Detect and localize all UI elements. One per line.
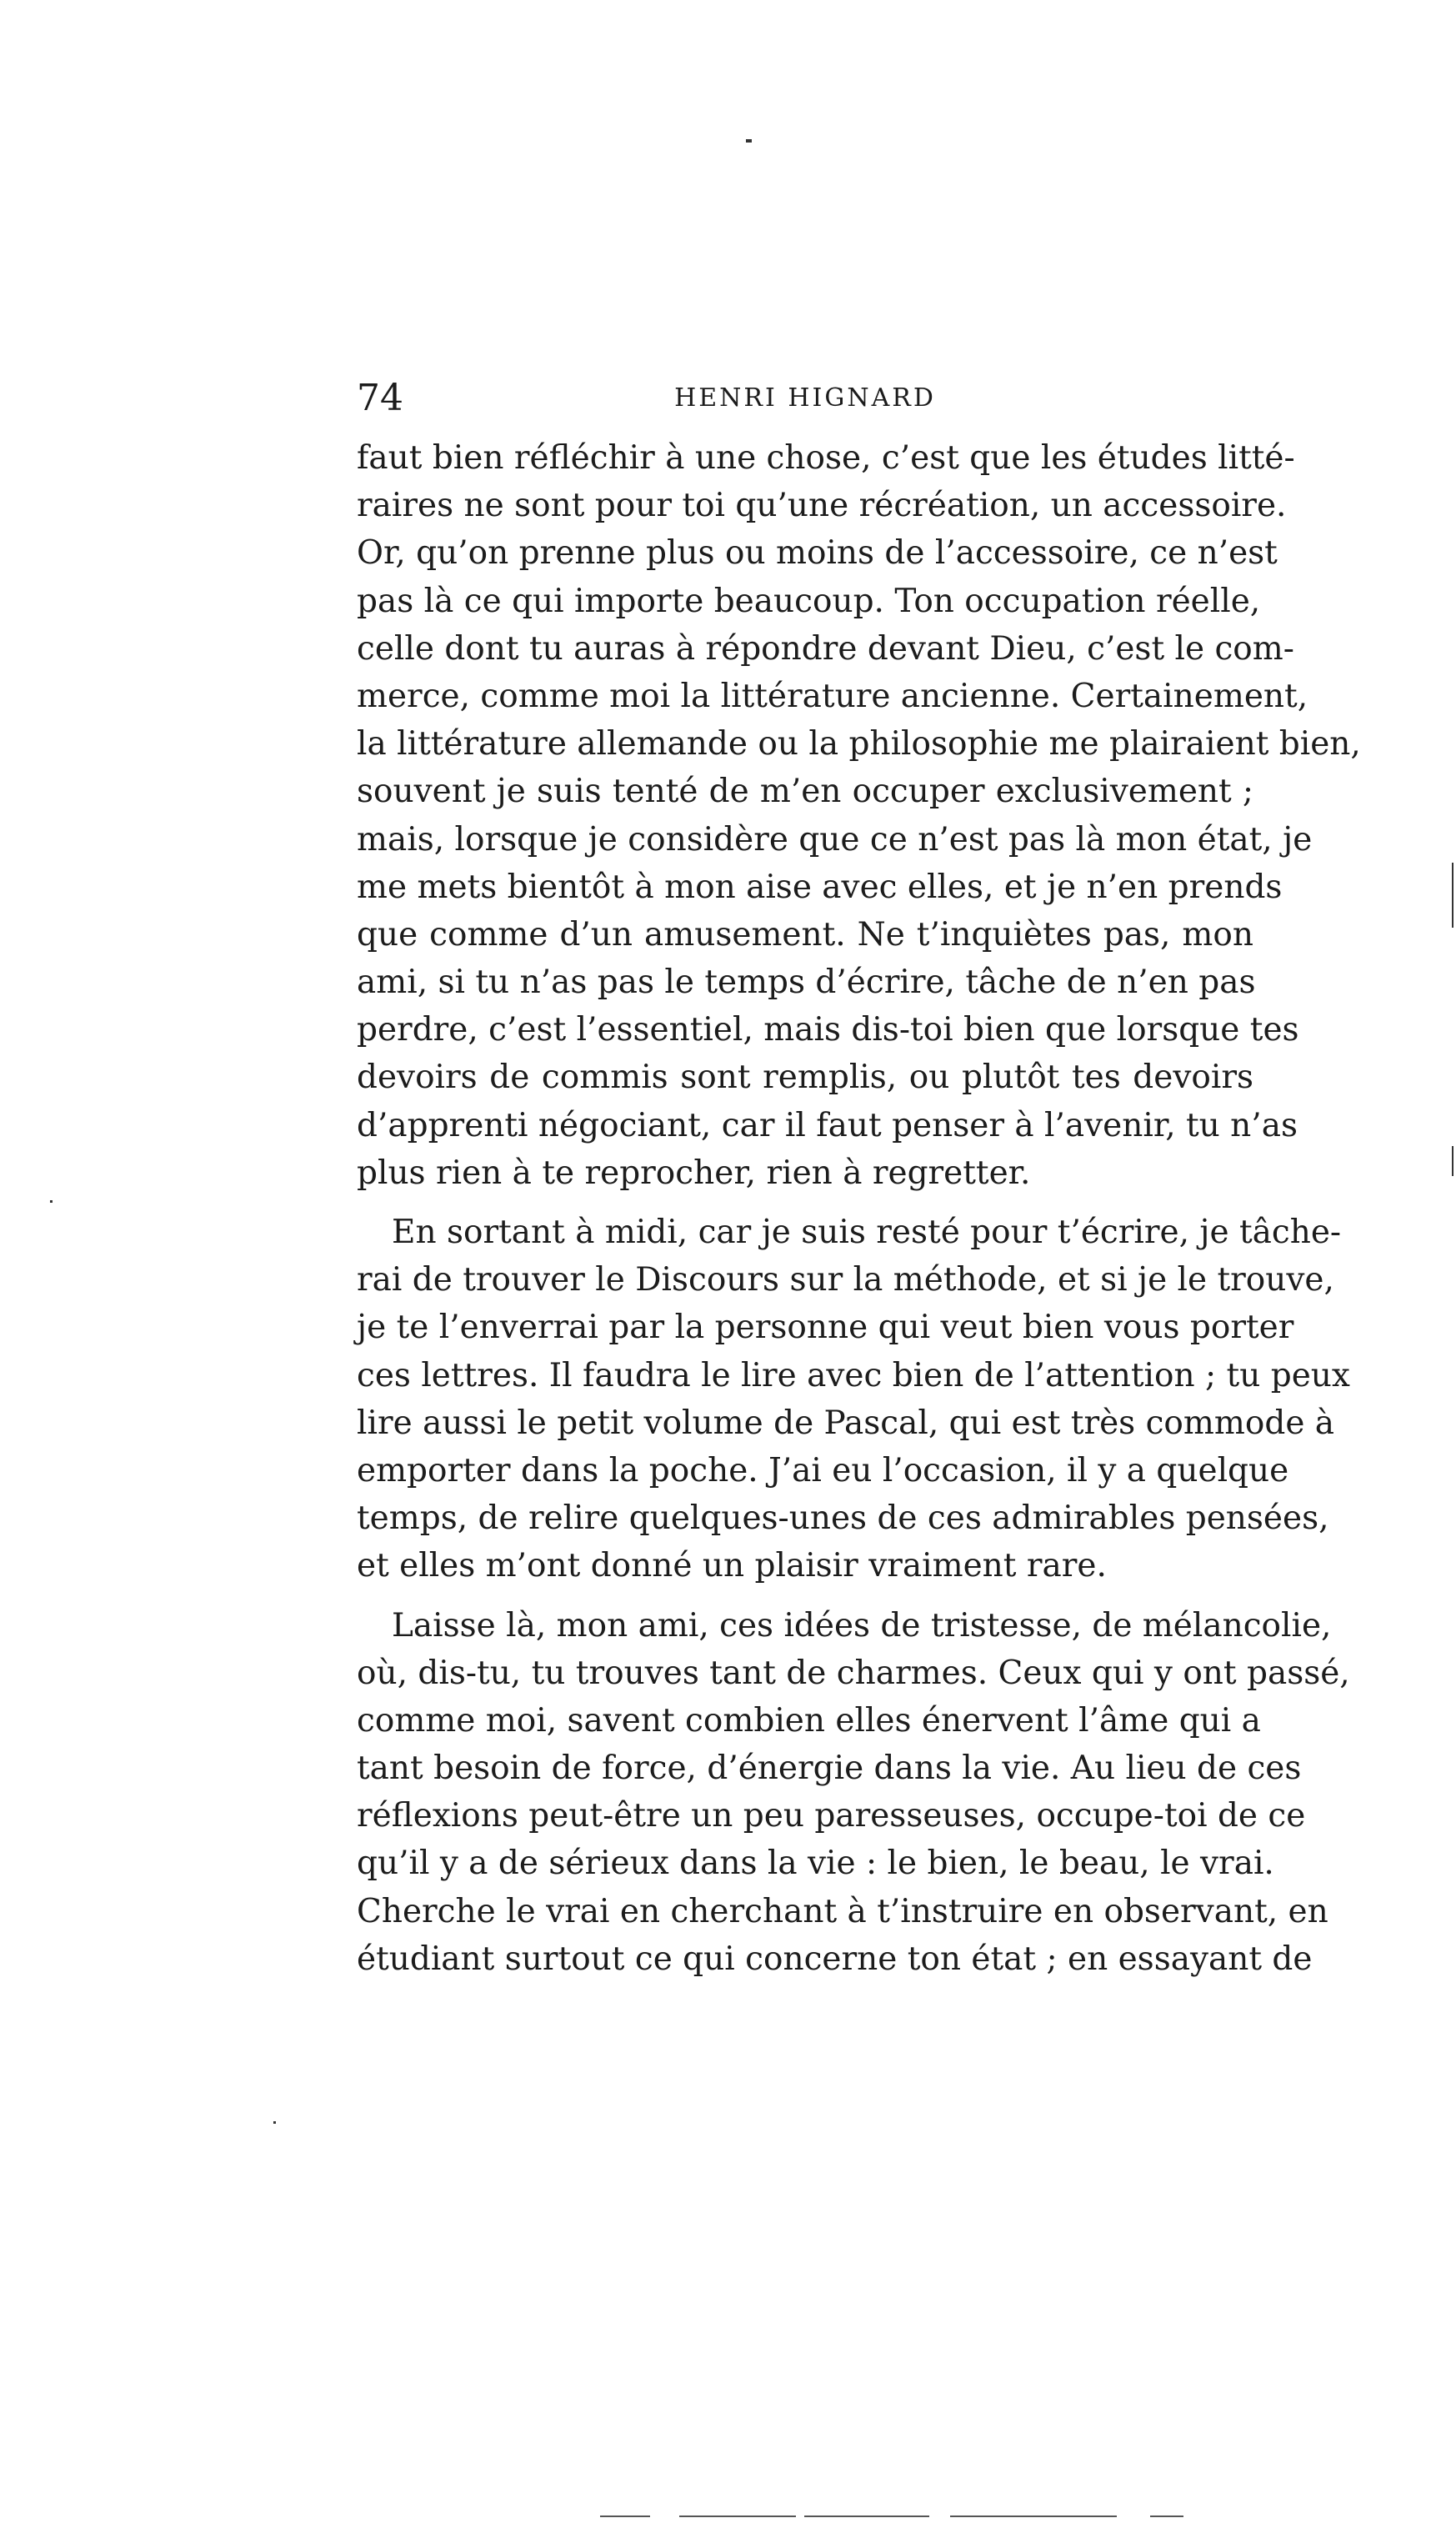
bottom-rule <box>804 2515 929 2517</box>
text-line: que comme d’un amusement. Ne t’inquiètes pas, mon <box>357 915 1253 954</box>
bottom-rule <box>600 2515 650 2517</box>
header-title: HENRI HIGNARD <box>674 383 936 413</box>
text-line: la littérature allemande ou la philosophie me plairaient bien, <box>357 725 1361 763</box>
text-line: réflexions peut-être un peu paresseuses, occupe-toi de ce <box>357 1797 1306 1835</box>
text-line: faut bien réfléchir à une chose, c’est que les études litté- <box>357 439 1295 477</box>
text-line: celle dont tu auras à répondre devant Dieu, c’est le com- <box>357 629 1294 668</box>
text-line: Cherche le vrai en cherchant à t’instruire en observant, en <box>357 1892 1328 1930</box>
text-line: comme moi, savent combien elles énervent l’âme qui a <box>357 1701 1261 1740</box>
text-line: qu’il y a de sérieux dans la vie : le bien, le beau, le vrai. <box>357 1845 1274 1883</box>
text-line: et elles m’ont donné un plaisir vraiment rare. <box>357 1547 1107 1585</box>
running-head <box>357 373 1253 423</box>
text-line: Or, qu’on prenne plus ou moins de l’accessoire, ce n’est <box>357 534 1278 573</box>
text-line: rai de trouver le Discours sur la méthode, et si je le trouve, <box>357 1261 1334 1299</box>
text-line: je te l’enverrai par la personne qui veut bien vous porter <box>357 1309 1294 1347</box>
text-line: ami, si tu n’as pas le temps d’écrire, tâche de n’en pas <box>357 964 1256 1002</box>
text-line: me mets bientôt à mon aise avec elles, et je n’en prends <box>357 868 1283 906</box>
scan-speck <box>50 1200 53 1203</box>
text-line: devoirs de commis sont remplis, ou plutôt tes devoirs <box>357 1059 1253 1097</box>
text-line: étudiant surtout ce qui concerne ton état ; en essayant de <box>357 1940 1313 1978</box>
bottom-rule <box>950 2515 1117 2517</box>
text-line: plus rien à te reprocher, rien à regretter. <box>357 1154 1031 1192</box>
page-number: 74 <box>357 377 403 419</box>
body-text <box>357 434 1361 1983</box>
text-line: d’apprenti négociant, car il faut penser à l’avenir, tu n’as <box>357 1106 1298 1144</box>
scan-edge-mark <box>1452 1146 1453 1176</box>
text-line: emporter dans la poche. J’ai eu l’occasion, il y a quelque <box>357 1451 1289 1489</box>
text-line: merce, comme moi la littérature ancienne. Certainement, <box>357 677 1308 715</box>
text-line: En sortant à midi, car je suis resté pour t’écrire, je tâche- <box>392 1214 1342 1251</box>
text-line: où, dis-tu, tu trouves tant de charmes. Ceux qui y ont passé, <box>357 1654 1350 1692</box>
text-line: raires ne sont pour toi qu’une récréation, un accessoire. <box>357 487 1287 525</box>
text-line: pas là ce qui importe beaucoup. Ton occupation réelle, <box>357 582 1261 620</box>
text-line: lire aussi le petit volume de Pascal, qui est très commode à <box>357 1404 1335 1442</box>
text-line: tant besoin de force, d’énergie dans la vie. Au lieu de ces <box>357 1750 1302 1788</box>
scan-speck <box>746 139 752 143</box>
text-line: Laisse là, mon ami, ces idées de tristesse, de mélancolie, <box>392 1606 1332 1644</box>
text-line: perdre, c’est l’essentiel, mais dis-toi bien que lorsque tes <box>357 1011 1299 1049</box>
text-line: souvent je suis tenté de m’en occuper exclusivement ; <box>357 773 1253 811</box>
text-line: ces lettres. Il faudra le lire avec bien de l’attention ; tu peux <box>357 1356 1350 1394</box>
bottom-rule <box>679 2515 796 2517</box>
scan-edge-mark <box>1452 863 1453 928</box>
text-line: temps, de relire quelques-unes de ces admirables pensées, <box>357 1499 1329 1538</box>
bottom-rule <box>1150 2515 1183 2517</box>
paragraph-gap <box>357 1590 1253 1602</box>
paragraph-gap <box>357 1197 1253 1209</box>
text-line: mais, lorsque je considère que ce n’est pas là mon état, je <box>357 820 1313 859</box>
scan-speck <box>273 2121 276 2124</box>
